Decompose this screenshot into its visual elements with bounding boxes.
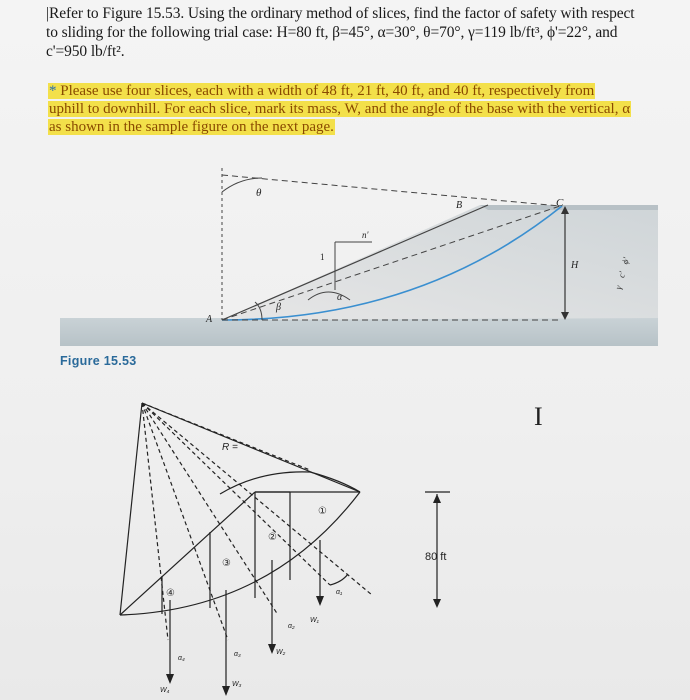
label-alpha: α	[337, 292, 343, 303]
height-arrow-top	[433, 494, 441, 503]
alpha-label-2: α₂	[288, 623, 295, 630]
weight-label-1: W₁	[310, 617, 319, 624]
ground-strip	[60, 318, 658, 346]
arrowhead-1	[166, 674, 174, 684]
arrowhead-3	[268, 644, 276, 654]
slice-labels	[160, 442, 446, 694]
slice-number-3: ③	[222, 558, 231, 569]
problem-text: Refer to Figure 15.53. Using the ordinary method of slices, find the factor of safety with respect to sliding for the following trial case: H=80 ft, β=45°, α=30°, θ=70°, γ=119 lb/ft³, ϕ'=22°, and c'=950 lb/ft².	[46, 5, 635, 60]
text-caret: |	[46, 5, 50, 22]
label-beta: β	[276, 302, 281, 313]
label-phi-prime: ϕ'	[619, 256, 632, 266]
label-theta: θ	[256, 187, 262, 199]
theta-line	[222, 175, 560, 206]
slice-number-2: ②	[268, 532, 277, 543]
slope-line	[120, 492, 255, 615]
text-cursor: I	[534, 402, 543, 431]
radius-line-4	[142, 403, 330, 585]
label-b: B	[456, 200, 463, 211]
arrowhead-4	[316, 596, 324, 606]
label-h: H	[571, 260, 579, 271]
slope-body	[222, 205, 658, 320]
figure-caption: Figure 15.53	[60, 354, 137, 368]
arrowhead-2	[222, 686, 230, 696]
weight-label-2: W₂	[276, 649, 286, 656]
label-c-prime: c'	[616, 270, 628, 279]
alpha-label-4: α₄	[178, 655, 185, 662]
slice-number-4: ④	[166, 588, 175, 599]
weight-label-4: W₄	[160, 687, 170, 694]
height-label: 80 ft	[425, 551, 447, 563]
alpha-arc-4	[330, 574, 348, 585]
radius-line-left	[120, 403, 142, 615]
label-n: n'	[362, 230, 369, 240]
label-a: A	[206, 314, 213, 325]
figure-15-53	[60, 168, 658, 346]
alpha-label-1: α₁	[336, 589, 343, 596]
weight-label-3: W₃	[232, 681, 242, 688]
slice-number-1: ①	[318, 506, 327, 517]
slice-arrowheads	[166, 494, 441, 696]
note-star: *	[49, 83, 57, 99]
height-arrow-bottom	[433, 599, 441, 608]
alpha-label-3: α₃	[234, 651, 241, 658]
label-one: 1	[320, 252, 325, 262]
radius-line-5	[142, 403, 372, 595]
crest-edge	[480, 205, 658, 210]
note-text: Please use four slices, each with a width of 48 ft, 21 ft, 40 ft, and 40 ft, respectively from uphill to downhill. For each slice, mark its mass, W, and the angle of the base with the vertical, α as shown in the sample figure on the next page.	[49, 83, 631, 135]
label-gamma: γ	[613, 284, 624, 291]
label-c: C	[556, 197, 564, 209]
slice-sketch	[120, 403, 450, 690]
r-label: R =	[222, 442, 238, 453]
